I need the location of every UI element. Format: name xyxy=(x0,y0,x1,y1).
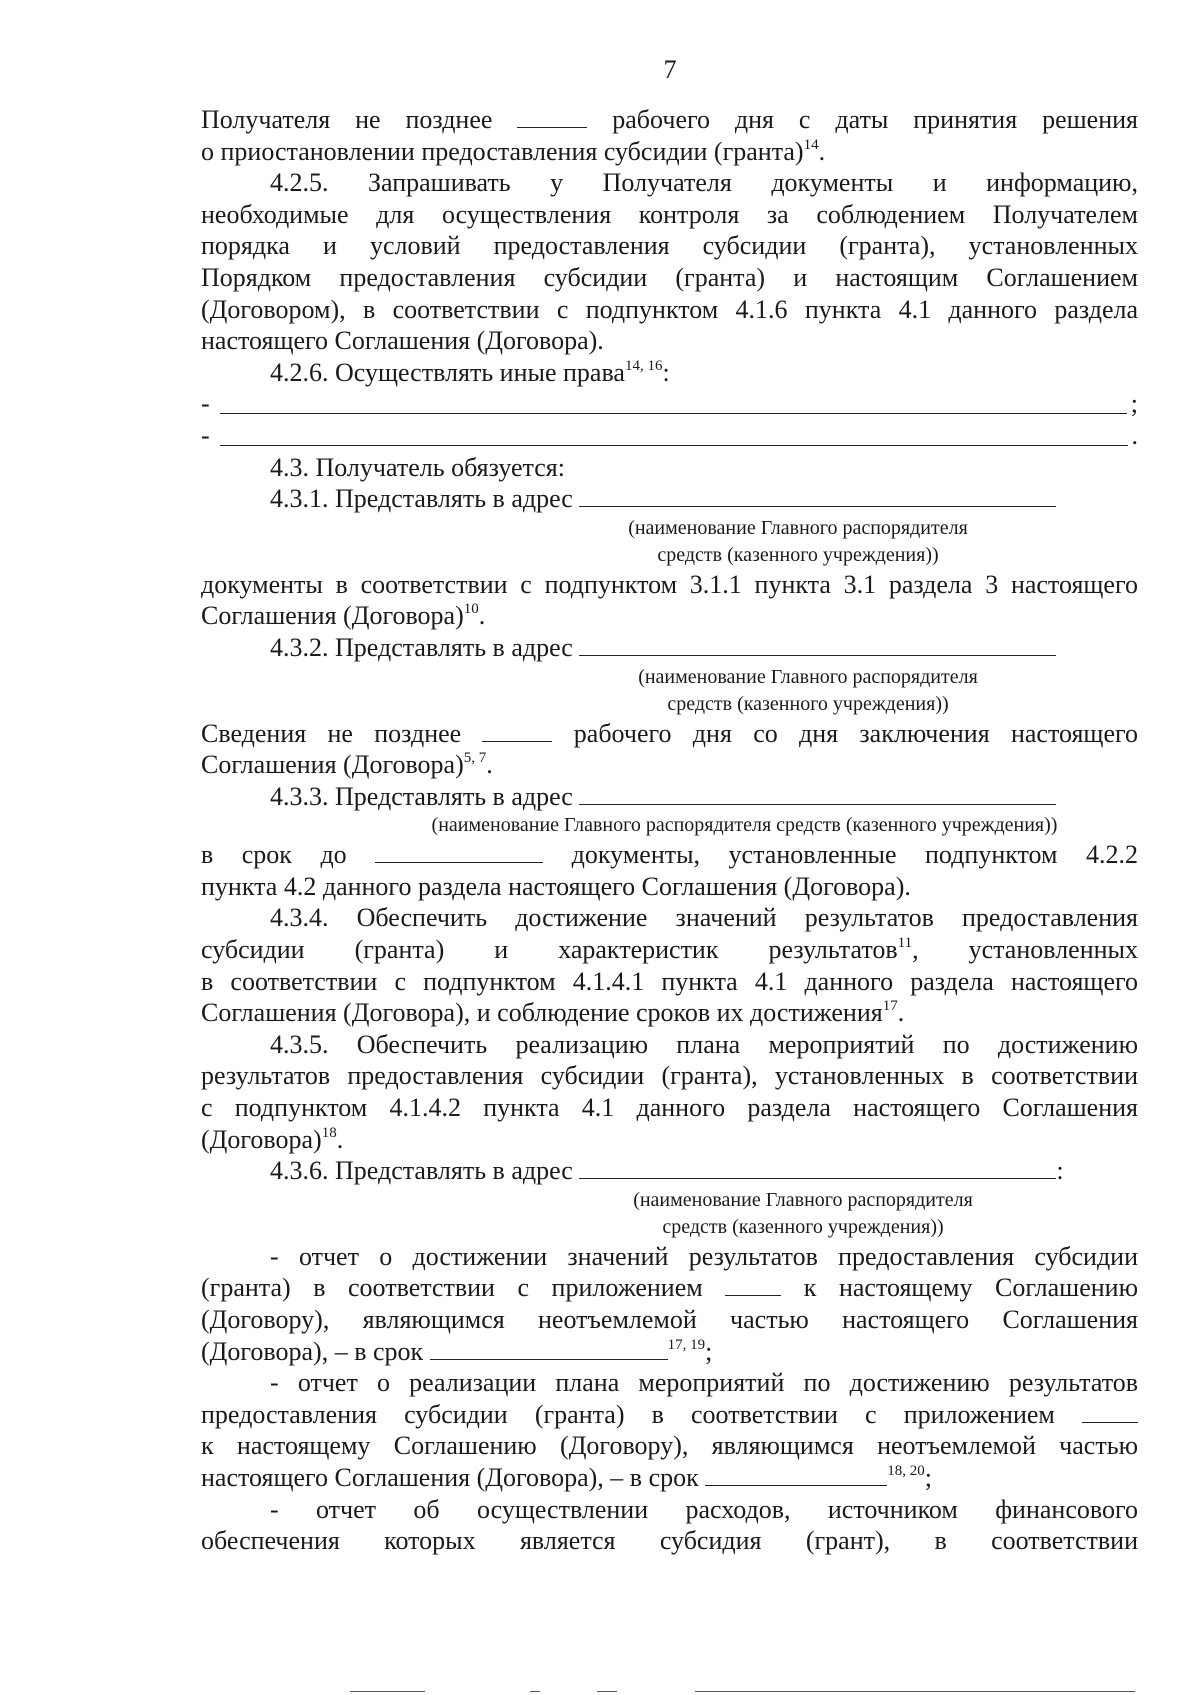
text-line: Соглашения (Договора)$^{10}$. xyxy=(201,601,486,631)
text-line: Соглашения (Договора)$^{5, 7}$. xyxy=(201,750,493,780)
field-caption: (наименование Главного распорядителя средств (казенного учреждения)) xyxy=(628,516,968,566)
paragraph-4-3: 4.3. Получатель обязуется: xyxy=(270,452,565,482)
text-line: в срок до документы, установленные подпунктом 4.2.2 xyxy=(201,840,1138,870)
field-caption: (наименование Главного распорядителя средств (казенного учреждения)) xyxy=(633,1188,973,1238)
paragraph-4-3-5: 4.3.5. Обеспечить реализацию плана мероприятий по достижению результатов предоставления субсидии (гранта), установленных в соответствии с подпунктом 4.1.4.2 пункта 4.1 данного раздела настоящего Соглашения (Договора)$^{18}$. xyxy=(201,1029,1138,1154)
text-line: о приостановлении предоставления субсидии (гранта)$^{14}$. xyxy=(201,136,826,166)
blank-field xyxy=(375,840,543,863)
field-caption: (наименование Главного распорядителя средств (казенного учреждения)) xyxy=(638,665,978,715)
blank-field xyxy=(482,719,552,742)
blank-line-item: - ; xyxy=(201,389,1138,419)
paragraph-4-2-5: 4.2.5. Запрашивать у Получателя документы и информацию, необходимые для осуществления контроля за соблюдением Получателем порядка и условий предоставления субсидии (гранта), установленных Порядком предоставления субсидии (гранта) и настоящим Соглашением (Договором), в соответствии с подпунктом 4.1.6 пункта 4.1 данного раздела настоящего Соглашения (Договора). xyxy=(201,168,1138,356)
blank-field xyxy=(1082,1400,1138,1423)
blank-field xyxy=(579,782,1056,805)
blank-field xyxy=(725,1273,781,1296)
blank-field xyxy=(579,633,1056,656)
report-item-expenses: - отчет об осуществлении расходов, источником финансового обеспечения которых является субсидия (грант), в соответствии xyxy=(201,1494,1138,1556)
paragraph-4-3-3: 4.3.3. Представлять в адрес xyxy=(201,781,1138,813)
blank-field xyxy=(430,1337,668,1360)
paragraph-4-3-2: 4.3.2. Представлять в адрес xyxy=(201,632,1138,664)
footnote-rule xyxy=(695,1691,1135,1692)
blank-line-item: - . xyxy=(201,420,1138,450)
footnote-rule xyxy=(530,1691,540,1692)
paragraph-4-3-6: 4.3.6. Представлять в адрес : xyxy=(270,1156,1064,1186)
blank-field xyxy=(579,484,1056,507)
footnote-rule xyxy=(597,1691,617,1692)
blank-field xyxy=(705,1463,887,1486)
paragraph-4-3-4: 4.3.4. Обеспечить достижение значений результатов предоставления субсидии (гранта) и характеристик результатов$^{11}$, установленных в соответствии с подпунктом 4.1.4.1 пункта 4.1 данного раздела настоящего Соглашения (Договора), и соблюдение сроков их достижения$^{17}$. xyxy=(201,903,1139,1028)
paragraph-4-3-1: 4.3.1. Представлять в адрес xyxy=(201,483,1138,515)
footnote-rule xyxy=(350,1691,425,1692)
blank-field xyxy=(517,105,587,128)
blank-field xyxy=(579,1156,1056,1179)
report-item-results: - отчет о достижении значений результатов предоставления субсидии (гранта) в соответствии с приложением к настоящему Соглашению (Договору), являющимся неотъемлемой частью настоящего Соглашения (Договора), – в срок $^{17, 19}$; xyxy=(201,1241,1138,1366)
document-body: Получателя не позднее рабочего дня с даты принятия решения о приостановлении предоставления субсидии (гранта)$^{14}$. 4.2.5. Запрашивать у Получателя документы и информацию, необходимые для осуществления контроля за соблюдением Получателем порядка и условий предоставления субсидии (гранта), установленных Порядком предоставления субсидии (гранта) и настоящим Соглашением (Договором), в соответствии с подпунктом 4.1.6 пункта 4.1 данного раздела настоящего Соглашения (Договора). 4.2.6. Осуществлять иные права$^{14, 16}$: - ; - . 4.3. Получатель обязуется: 4.3.1. Представлять в адрес (наименование Главного распорядителя средств (казенного учреждения)) документы в соответствии с подпунктом 3.1.1 пункта 3.1 раздела 3 настоящего Соглашения (Договора)$^{10}$. 4.3.2. Представлять в адрес (наименование Главного распорядителя средств (казенного учреждения)) Сведения не позднее рабочего дня со дня заключения настоящего Соглашения (Договора)$^{5, 7}$. 4.3.3. Представлять в адрес (наименование Главного распорядителя средств (казенного учреждения)) в срок до документы, установленные подпунктом 4.2.2 пункта 4.2 данного раздела настоящего Соглашения (Договора). 4.3.4. Обеспечить достижение значений результатов предоставления субсидии (гранта) и характеристик результатов$^{11}$, установленных в соответствии с подпунктом 4.1.4.1 пункта 4.1 данного раздела настоящего Соглашения (Договора), и соблюдение сроков их достижения$^{17}$. 4.3.5. Обеспечить реализацию плана мероприятий по достижению результатов предоставления субсидии (гранта), установленных в соответствии с подпунктом 4.1.4.2 пункта 4.1 данного раздела настоящего Соглашения (Договора)$^{18}$. 4.3.6. Представлять в адрес : (наименование Главного распорядителя средств (казенного учреждения)) - отчет о достижении значений результатов предоставления субсидии (гранта) в соответствии с приложением к настоящему Соглашению (Договору), являющимся неотъемлемой частью настоящего Соглашения (Договора), – в срок $^{17, 19}$; - отчет о реализации плана мероприятий по достижению результатов предоставления субсидии (гранта) в соответствии с приложением к настоящему Соглашению (Договору), являющимся неотъемлемой частью настоящего Соглашения (Договора), – в срок $^{18, 20}$; - отчет об осуществлении расходов, источником финансового обеспечения которых является субсидия (грант), в соответствии xyxy=(201,105,1139,1556)
paragraph-4-2-6: 4.2.6. Осуществлять иные права$^{14, 16}$: xyxy=(270,357,670,387)
field-caption: (наименование Главного распорядителя средств (казенного учреждения)) xyxy=(431,814,1058,837)
text-line: Сведения не позднее рабочего дня со дня заключения настоящего xyxy=(201,718,1139,748)
text-line: Получателя не позднее рабочего дня с даты принятия решения xyxy=(201,105,1138,134)
page-number: 7 xyxy=(663,55,677,84)
report-item-plan: - отчет о реализации плана мероприятий по достижению результатов предоставления субсидии (гранта) в соответствии с приложением к настоящему Соглашению (Договору), являющимся неотъемлемой частью настоящего Соглашения (Договора), – в срок $^{18, 20}$; xyxy=(201,1368,1138,1492)
